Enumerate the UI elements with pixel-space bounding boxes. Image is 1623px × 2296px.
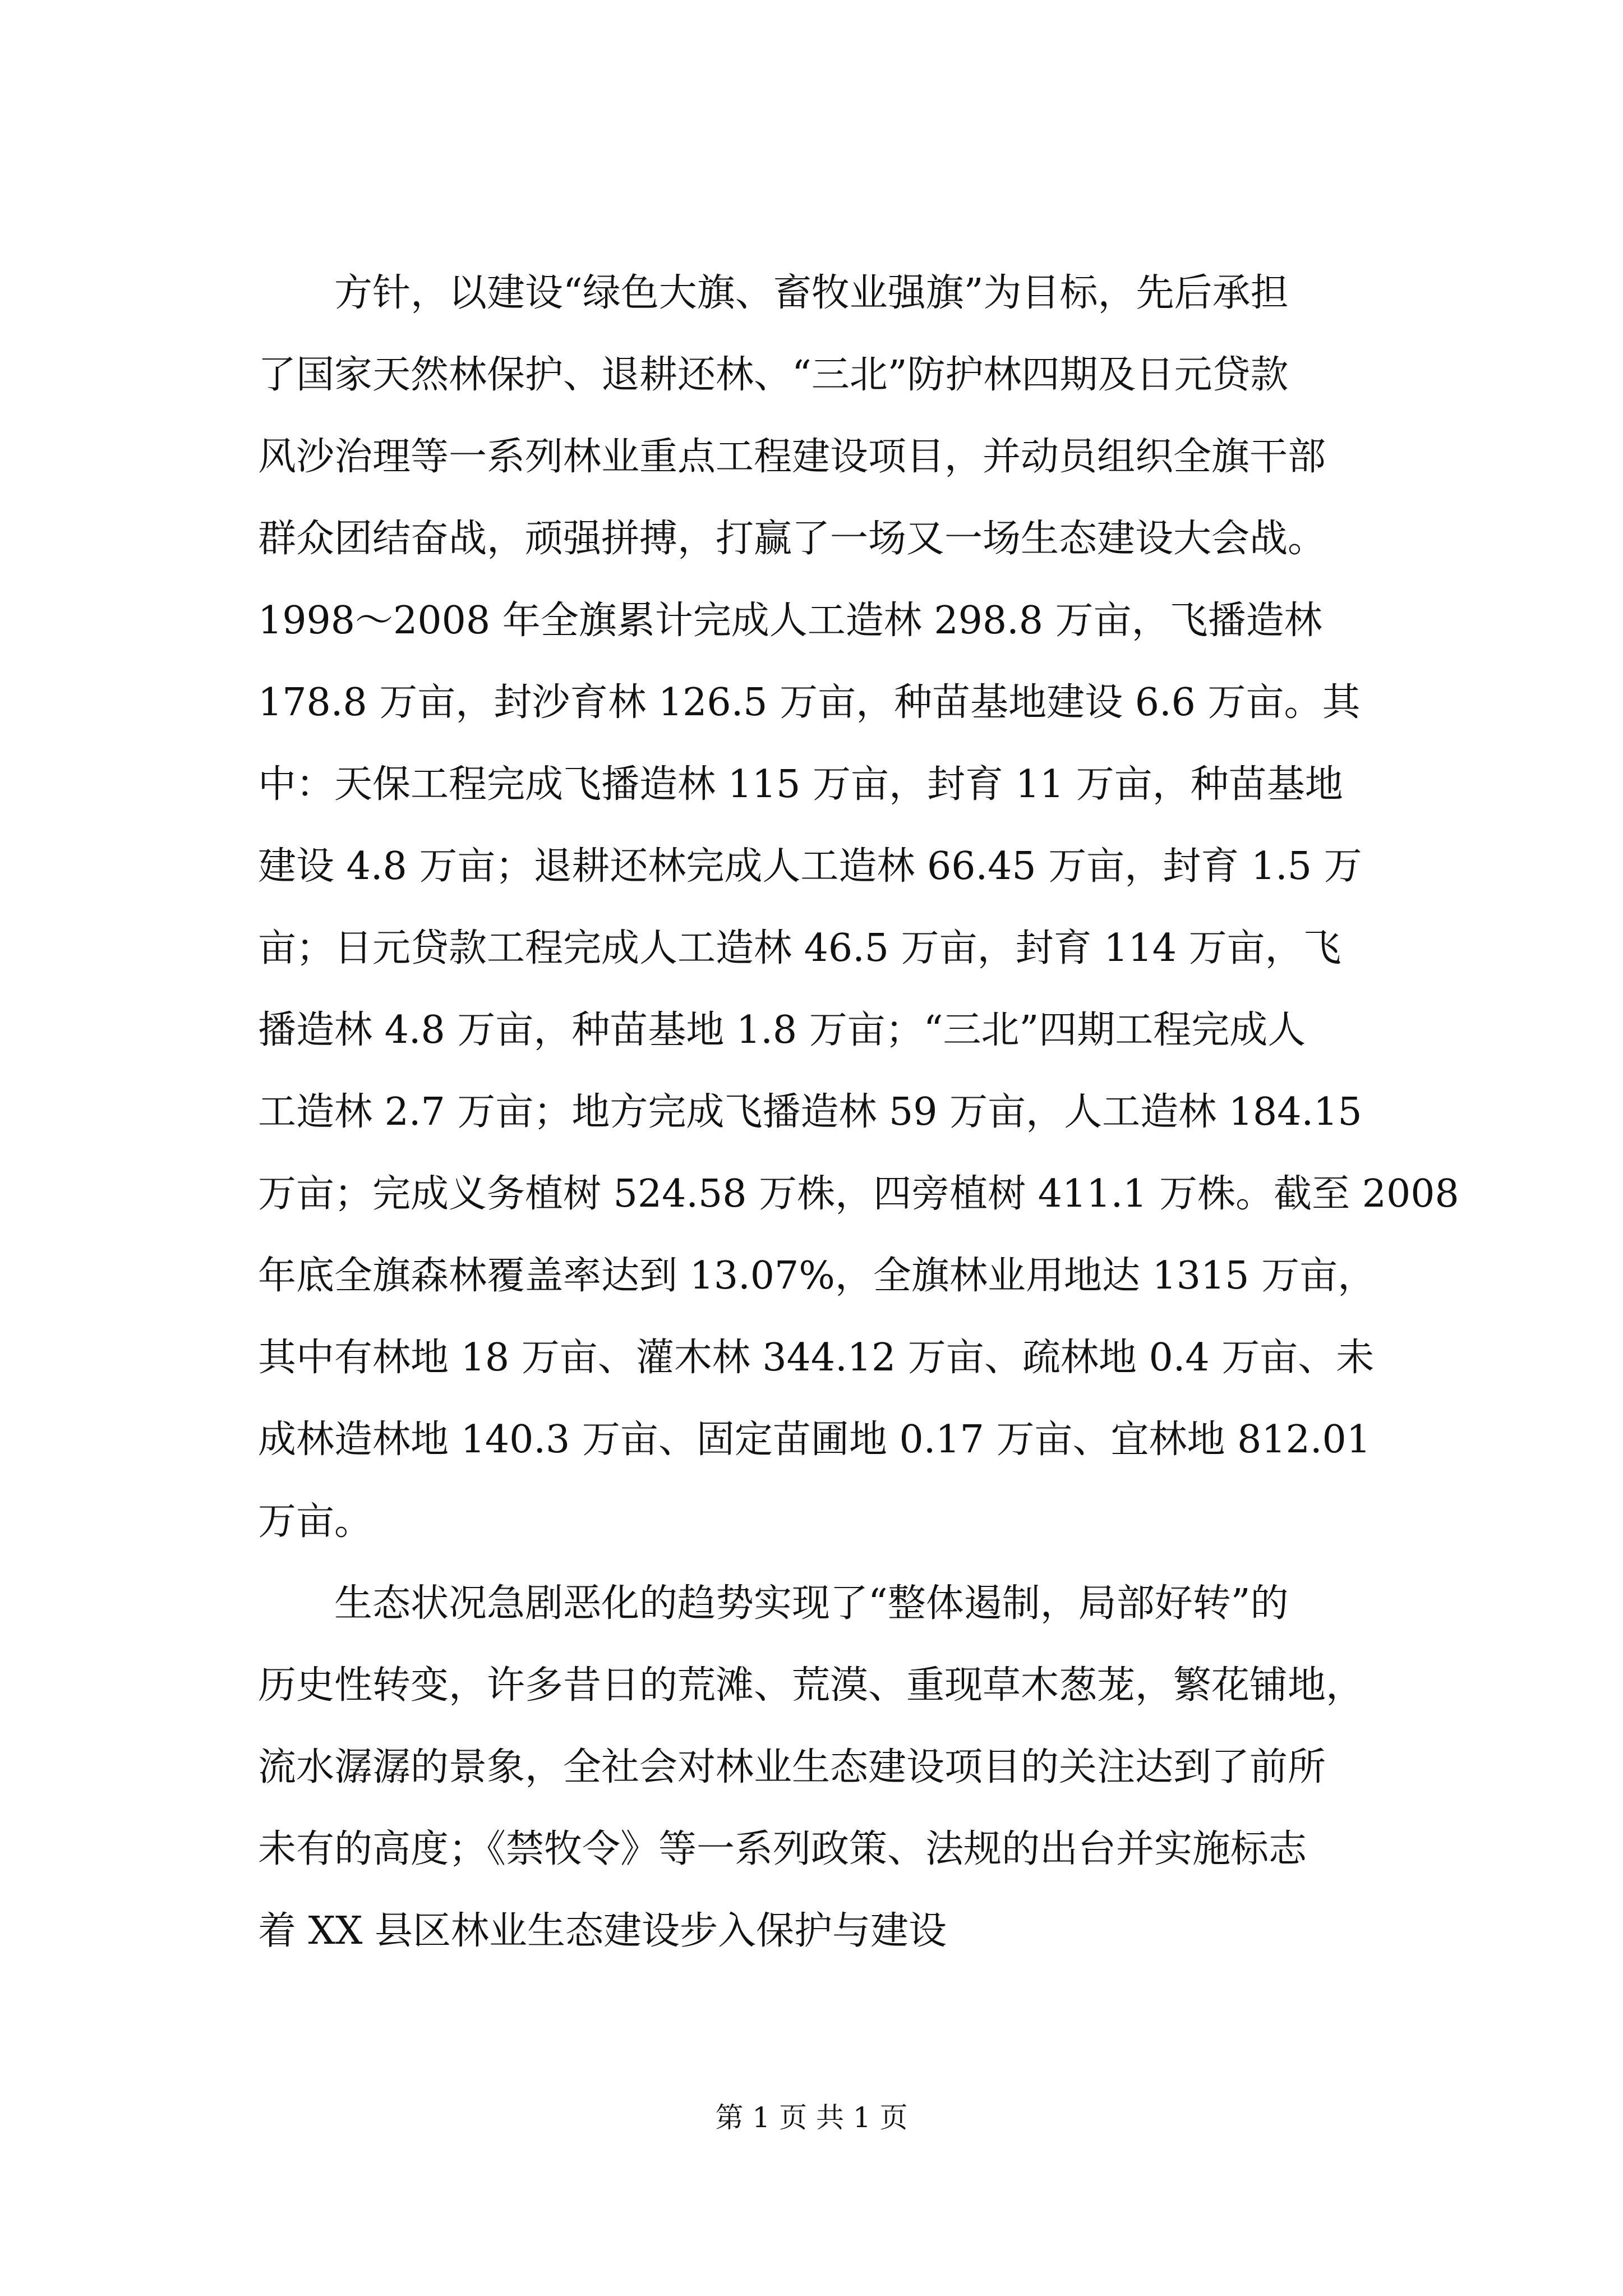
text-line: 建设 4.8 万亩；退耕还林完成人工造林 66.45 万亩，封育 1.5 万	[258, 844, 1362, 889]
text-line: 年底全旗森林覆盖率达到 13.07%，全旗林业用地达 1315 万亩，	[258, 1254, 1376, 1298]
text-line: 亩；日元贷款工程完成人工造林 46.5 万亩，封育 114 万亩，飞	[258, 926, 1341, 970]
text-line: 其中有林地 18 万亩、灌木林 344.12 万亩、疏林地 0.4 万亩、未	[258, 1336, 1375, 1380]
text-line: 1998～2008 年全旗累计完成人工造林 298.8 万亩，飞播造林	[258, 599, 1322, 643]
text-line: 了国家天然林保护、退耕还林、“三北”防护林四期及日元贷款	[258, 353, 1289, 397]
text-line: 万亩。	[258, 1499, 373, 1544]
text-line: 群众团结奋战，顽强拼搏，打赢了一场又一场生态建设大会战。	[258, 517, 1326, 561]
paragraph-1	[258, 252, 1459, 1563]
text-line: 生态状况急剧恶化的趋势实现了“整体遏制，局部好转”的	[334, 1581, 1289, 1626]
text-line: 风沙治理等一系列林业重点工程建设项目，并动员组织全旗干部	[258, 435, 1326, 479]
page-footer: 第 1 页 共 1 页	[715, 2101, 908, 2134]
text-line: 178.8 万亩，封沙育林 126.5 万亩，种苗基地建设 6.6 万亩。其	[258, 680, 1361, 725]
text-line: 播造林 4.8 万亩，种苗基地 1.8 万亩；“三北”四期工程完成人	[258, 1008, 1306, 1052]
text-line: 工造林 2.7 万亩；地方完成飞播造林 59 万亩，人工造林 184.15	[258, 1090, 1362, 1134]
document-body	[258, 252, 1459, 1972]
text-line: 方针，以建设“绿色大旗、畜牧业强旗”为目标，先后承担	[334, 271, 1289, 315]
text-line: 中：天保工程完成飞播造林 115 万亩，封育 11 万亩，种苗基地	[258, 762, 1343, 807]
text-line: 万亩；完成义务植树 524.58 万株，四旁植树 411.1 万株。截至 2008	[258, 1172, 1459, 1216]
text-line: 着 XX 县区林业生态建设步入保护与建设	[258, 1909, 947, 1953]
text-line: 流水潺潺的景象，全社会对林业生态建设项目的关注达到了前所	[258, 1745, 1326, 1789]
paragraph-2	[258, 1563, 1436, 1972]
text-line: 历史性转变，许多昔日的荒滩、荒漠、重现草木葱茏，繁花铺地，	[258, 1663, 1364, 1708]
text-line: 未有的高度；《禁牧令》等一系列政策、法规的出台并实施标志	[258, 1827, 1307, 1871]
text-line: 成林造林地 140.3 万亩、固定苗圃地 0.17 万亩、宜林地 812.01	[258, 1418, 1371, 1462]
